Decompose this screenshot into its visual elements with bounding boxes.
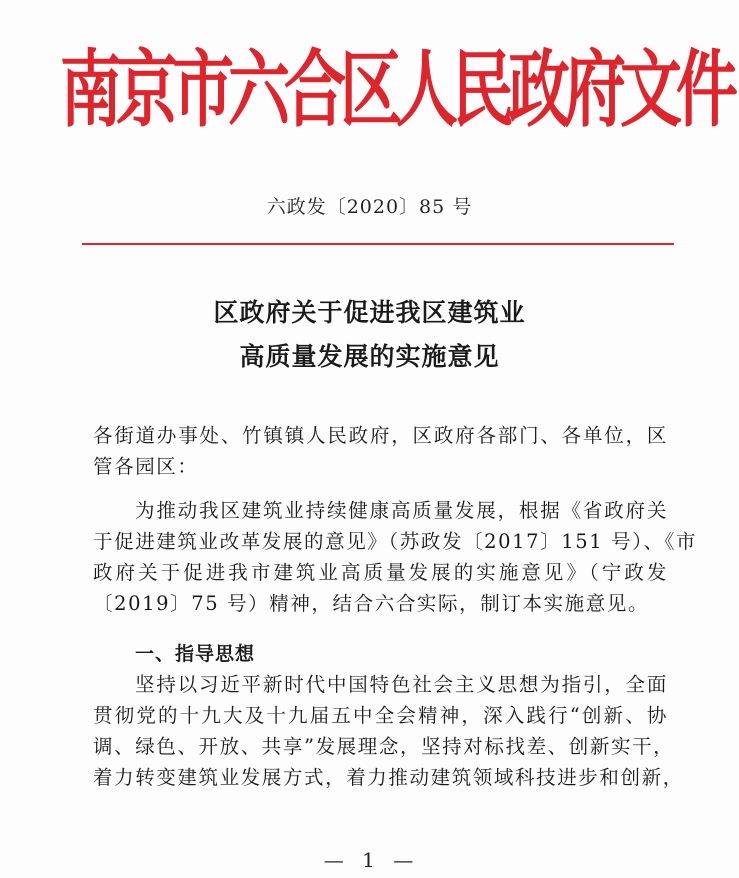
addressee-line-1: 各街道办事处、竹镇镇人民政府，区政府各部门、各单位，区 xyxy=(93,424,668,447)
section1-line-1: 坚持以习近平新时代中国特色社会主义思想为指引，全面 xyxy=(135,673,668,696)
intro-line-2: 于促进建筑业改革发展的意见》（苏政发〔2017〕151 号）、《市 xyxy=(93,530,698,553)
page-number-footer xyxy=(0,848,739,872)
page-dash-left: — xyxy=(323,848,346,872)
page-number: 1 xyxy=(362,848,377,872)
section1-line-2: 贯彻党的十九大及十九届五中全会精神，深入践行“创新、协 xyxy=(93,704,668,727)
intro-paragraph xyxy=(93,496,698,620)
intro-line-1: 为推动我区建筑业持续健康高质量发展，根据《省政府关 xyxy=(135,499,668,522)
intro-line-4: 〔2019〕75 号）精神，结合六合实际，制订本实施意见。 xyxy=(93,592,650,615)
document-title-line-1: 区政府关于促进我区建筑业 xyxy=(213,298,526,327)
guiding-ideology-paragraph xyxy=(93,670,684,794)
section1-line-3: 调、绿色、开放、共享”发展理念，坚持对标找差、创新实干， xyxy=(93,735,675,758)
red-divider-line xyxy=(82,243,674,245)
intro-line-3: 政府关于促进我市建筑业高质量发展的实施意见》（宁政发 xyxy=(93,561,668,584)
issuer-header: 南京市六合区人民政府文件 xyxy=(60,40,733,139)
document-title-line-2: 高质量发展的实施意见 xyxy=(239,342,500,371)
addressee-paragraph xyxy=(93,421,668,483)
document-number: 六政发〔2020〕85 号 xyxy=(266,196,473,218)
addressee-line-2: 管各园区： xyxy=(93,455,199,478)
page-dash-right: — xyxy=(393,848,416,872)
section1-line-4: 着力转变建筑业发展方式，着力推动建筑领域科技进步和创新， xyxy=(93,766,684,789)
section-heading-guiding-ideology: 一、指导思想 xyxy=(135,643,256,665)
